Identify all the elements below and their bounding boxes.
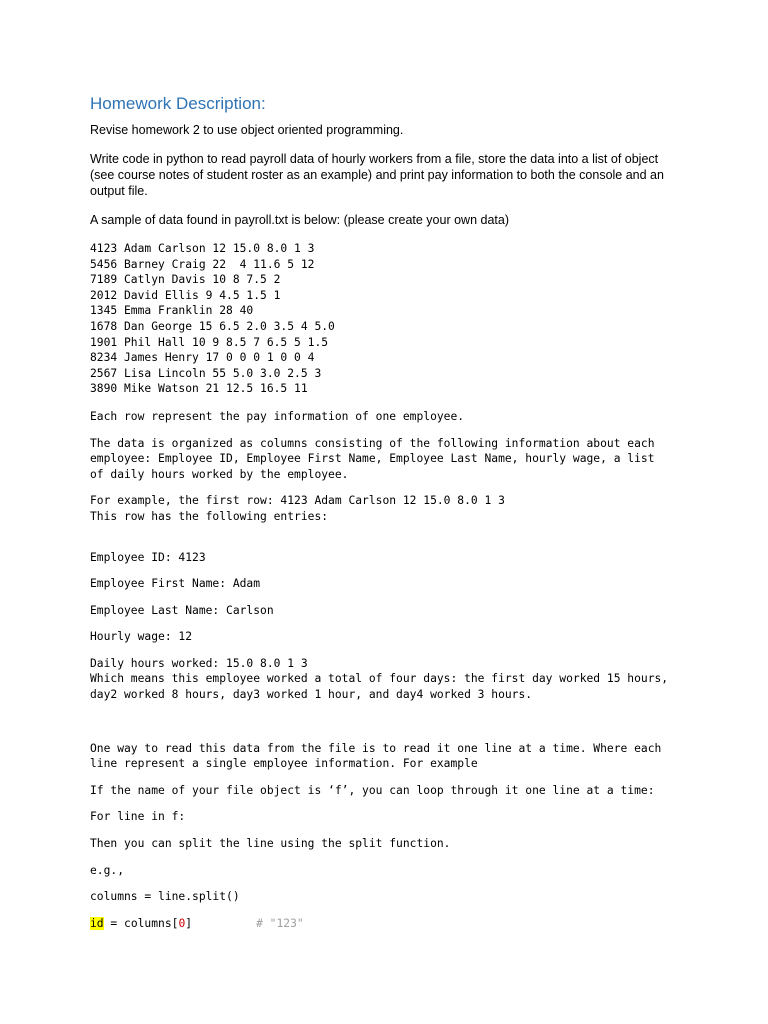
sample-data-block [90,241,690,397]
one-way-line-1: One way to read this data from the file is to read it one line at a time. Where each [90,741,662,755]
sample-intro: A sample of data found in payroll.txt is below: (please create your own data) [90,213,509,227]
sample-row: 3890 Mike Watson 21 12.5 16.5 11 [90,382,308,396]
sample-row: 1345 Emma Franklin 28 40 [90,304,254,318]
organized-line-1: The data is organized as columns consisting of the following information about each [90,436,655,450]
daily-hours-paragraph [90,656,690,703]
example-line-2: This row has the following entries: [90,509,329,523]
sample-row: 4123 Adam Carlson 12 15.0 8.0 1 3 [90,242,315,255]
sample-row: 1678 Dan George 15 6.5 2.0 3.5 4 5.0 [90,319,335,333]
task-paragraph [90,151,690,199]
sample-row: 2012 David Ellis 9 4.5 1.5 1 [90,288,281,302]
if-name-text: If the name of your file object is ‘f’, you can loop through it one line at a time: [90,783,655,797]
intro-paragraph: Revise homework 2 to use object oriented programming. [90,123,404,137]
document-page [90,92,690,931]
eg-text: e.g., [90,863,125,877]
one-way-paragraph [90,741,690,772]
sample-row: 7189 Catlyn Davis 10 8 7.5 2 [90,273,281,287]
id-comment: # "123" [256,916,304,930]
task-line-3: output file. [90,184,148,198]
sample-row: 5456 Barney Craig 22 4 11.6 5 12 [90,257,315,271]
organized-paragraph [90,436,690,483]
means-line-1: Which means this employee worked a total of four days: the first day worked 15 hours, [90,672,669,686]
first-name-entry: Employee First Name: Adam [90,577,261,591]
hourly-wage-entry: Hourly wage: 12 [90,630,193,644]
each-row-text: Each row represent the pay information of one employee. [90,409,465,423]
example-line-1: For example, the first row: 4123 Adam Carlson 12 15.0 8.0 1 3 [90,494,505,508]
sample-row: 8234 James Henry 17 0 0 0 1 0 0 4 [90,351,315,365]
for-line-text: For line in f: [90,810,186,824]
then-split-text: Then you can split the line using the split function. [90,837,451,851]
id-keyword-highlight: id [90,916,104,930]
means-line-2: day2 worked 8 hours, day3 worked 1 hour, and day4 worked 3 hours. [90,688,533,702]
columns-code-line: columns = line.split() [90,890,240,904]
one-way-line-2: line represent a single employee information. For example [90,757,478,771]
task-line-1: Write code in python to read payroll data of hourly workers from a file, store the data into a list of object [90,152,659,166]
id-close-bracket: ] [185,916,193,930]
sample-row: 2567 Lisa Lincoln 55 5.0 3.0 2.5 3 [90,366,322,380]
id-code-line [90,916,690,932]
sample-row: 1901 Phil Hall 10 9 8.5 7 6.5 5 1.5 [90,335,329,349]
employee-id-entry: Employee ID: 4123 [90,550,206,564]
last-name-entry: Employee Last Name: Carlson [90,603,274,617]
task-line-2: (see course notes of student roster as an example) and print pay information to both the console and an [90,168,664,182]
homework-heading: Homework Description: [90,94,266,113]
daily-hours-entry: Daily hours worked: 15.0 8.0 1 3 [90,656,308,670]
id-assign-text: = columns[ [103,916,179,930]
organized-line-2: employee: Employee ID, Employee First Name, Employee Last Name, hourly wage, a list [90,452,655,466]
id-index-number: 0 [178,916,186,930]
example-paragraph [90,493,690,524]
organized-line-3: of daily hours worked by the employee. [90,467,349,481]
